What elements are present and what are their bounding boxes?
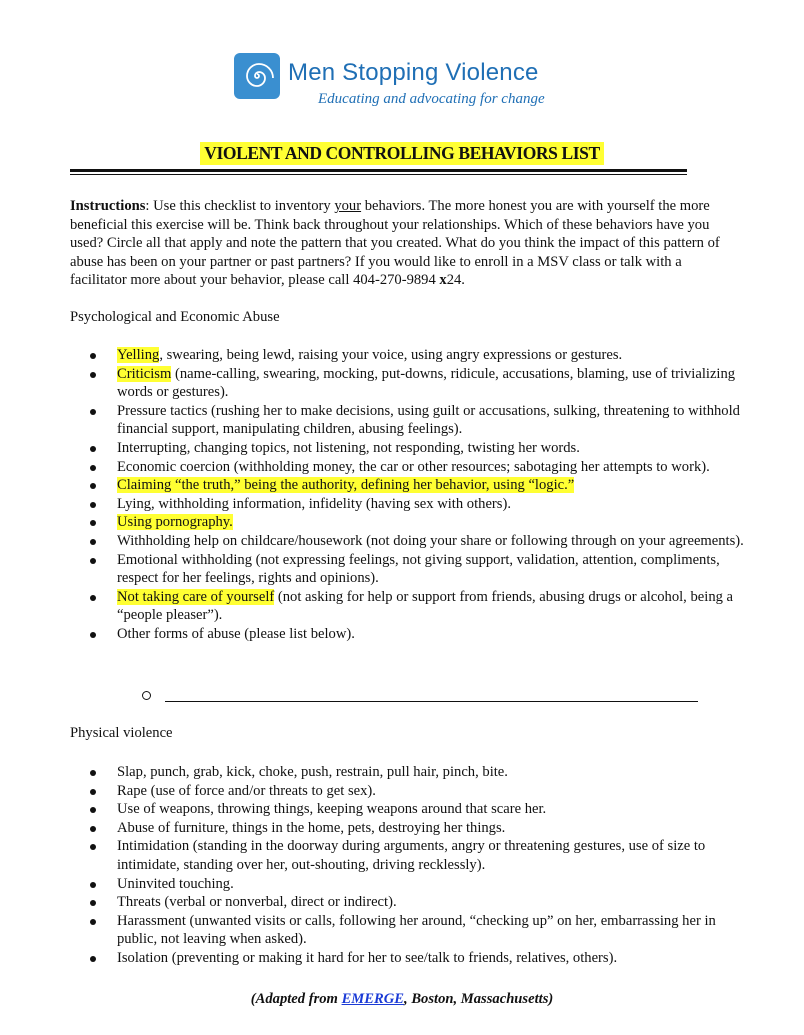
item-text: Withholding help on childcare/housework (not doing your share or following through on your agreements). [117,532,744,549]
highlighted-text: Claiming “the truth,” being the authority, defining her behavior, using “logic.” [117,477,575,494]
item-text: (not asking for help or support from friends, abusing drugs or alcohol, being a “people pleaser”). [117,588,734,624]
fill-in-line[interactable] [165,701,698,702]
logo-name: Men Stopping Violence [288,59,539,86]
bullet-icon [90,465,96,471]
bullet-icon [90,446,96,452]
item-text: Economic coercion (withholding money, the car or other resources; sabotaging her attempts to work). [117,458,710,475]
item-text: Emotional withholding (not expressing feelings, not giving support, validation, attention, compliments, respect for her feelings, rights and opinions). [117,551,720,587]
item-text: (name-calling, swearing, mocking, put-downs, ridicule, accusations, blaming, use of trivializing words or gestures). [117,365,736,401]
bullet-icon [90,900,96,906]
highlighted-text: Using pornography. [117,514,233,531]
item-text: Use of weapons, throwing things, keeping weapons around that scare her. [117,801,547,818]
item-text: Isolation (preventing or making it hard for her to see/talk to friends, relatives, others). [117,949,618,966]
item-text: Rape (use of force and/or threats to get sex). [117,782,376,799]
physical-item [70,837,750,874]
psychological-item [70,346,750,365]
bullet-icon [90,632,96,638]
psychological-item [70,625,750,644]
item-text: Uninvited touching. [117,875,234,892]
instructions-text-2: behaviors. The more honest you are with yourself the more beneficial this exercise will be. Think back throughout your relationships. Which of these behaviors have you used? Circle all that apply and note the pattern that you created. What do you think the impact of this pattern of abuse has been on your partner or past partners? If you would like to enroll in a MSV class or talk with a facilitator more about your behavior, please call 404-270-9894 [70,198,720,289]
physical-item [70,800,750,819]
bullet-icon [90,919,96,925]
bullet-icon [90,595,96,601]
psychological-item [70,513,750,532]
psychological-item [70,532,750,551]
psychological-item [70,365,750,402]
psychological-list [70,346,750,644]
msv-logo [234,53,554,113]
psychological-item [70,439,750,458]
bullet-icon [90,353,96,359]
physical-item [70,875,750,894]
bullet-icon [90,539,96,545]
physical-item [70,949,750,968]
item-text: Slap, punch, grab, kick, choke, push, restrain, pull hair, pinch, bite. [117,764,508,780]
instructions-text-1: : Use this checklist to inventory [145,198,335,214]
instructions-text-3: 24. [446,272,465,289]
item-text: Pressure tactics (rushing her to make decisions, using guilt or accusations, sulking, threatening to withhold financial support, manipulating children, abusing feelings). [117,402,740,438]
bullet-icon [90,826,96,832]
psychological-item [70,458,750,477]
bullet-icon [90,807,96,813]
title-divider [70,169,687,172]
psychological-item [70,588,750,625]
logo-tagline: Educating and advocating for change [318,91,545,107]
bullet-icon [90,844,96,850]
highlighted-text: Criticism [117,365,172,382]
instructions-emphasis: your [334,198,362,214]
physical-item [70,782,750,801]
physical-heading: Physical violence [70,725,173,741]
item-text: Threats (verbal or nonverbal, direct or indirect). [117,894,397,911]
footer-attribution [0,991,804,1008]
page-title: VIOLENT AND CONTROLLING BEHAVIORS LIST [200,142,604,165]
bullet-icon [90,770,96,776]
bullet-icon [90,409,96,415]
item-text: Abuse of furniture, things in the home, pets, destroying her things. [117,819,506,836]
bullet-icon [90,789,96,795]
item-text: Lying, withholding information, infidelity (having sex with others). [117,495,511,512]
psychological-item [70,495,750,514]
item-text: Intimidation (standing in the doorway during arguments, angry or threatening gestures, use of size to intimidate, standing over her, out-shouting, driving recklessly). [117,838,706,873]
instructions-ext: x [439,272,447,289]
bullet-icon [90,483,96,489]
psychological-item [70,551,750,588]
physical-item [70,912,750,949]
physical-item [70,763,750,782]
bullet-icon [90,520,96,526]
physical-item [70,893,750,912]
title-divider-thin [70,174,687,175]
psychological-item [70,402,750,439]
highlighted-text: Yelling [117,347,160,363]
footer-suffix: , Boston, Massachusetts) [404,991,554,1007]
spiral-logo-icon [234,53,280,99]
footer-prefix: (Adapted from [250,991,342,1007]
psychological-item [70,476,750,495]
item-text: , swearing, being lewd, raising your voice, using angry expressions or gestures. [159,347,623,363]
item-text: Interrupting, changing topics, not listening, not responding, twisting her words. [117,439,580,456]
item-text: Harassment (unwanted visits or calls, following her around, “checking up” on her, embarrassing her in public, not leaving when asked). [117,912,716,948]
bullet-icon [90,502,96,508]
bullet-icon [90,956,96,962]
bullet-icon [90,882,96,888]
instructions-paragraph [70,197,740,290]
bullet-icon [90,372,96,378]
instructions-label: Instructions [70,198,146,214]
other-abuse-entry [140,686,700,706]
physical-list [70,763,750,968]
psychological-heading: Psychological and Economic Abuse [70,309,280,325]
item-text: Other forms of abuse (please list below). [117,625,355,642]
highlighted-text: Not taking care of yourself [117,588,275,605]
emerge-link[interactable]: EMERGE [341,991,405,1007]
physical-item [70,819,750,838]
sub-bullet-icon [142,691,151,700]
bullet-icon [90,558,96,564]
